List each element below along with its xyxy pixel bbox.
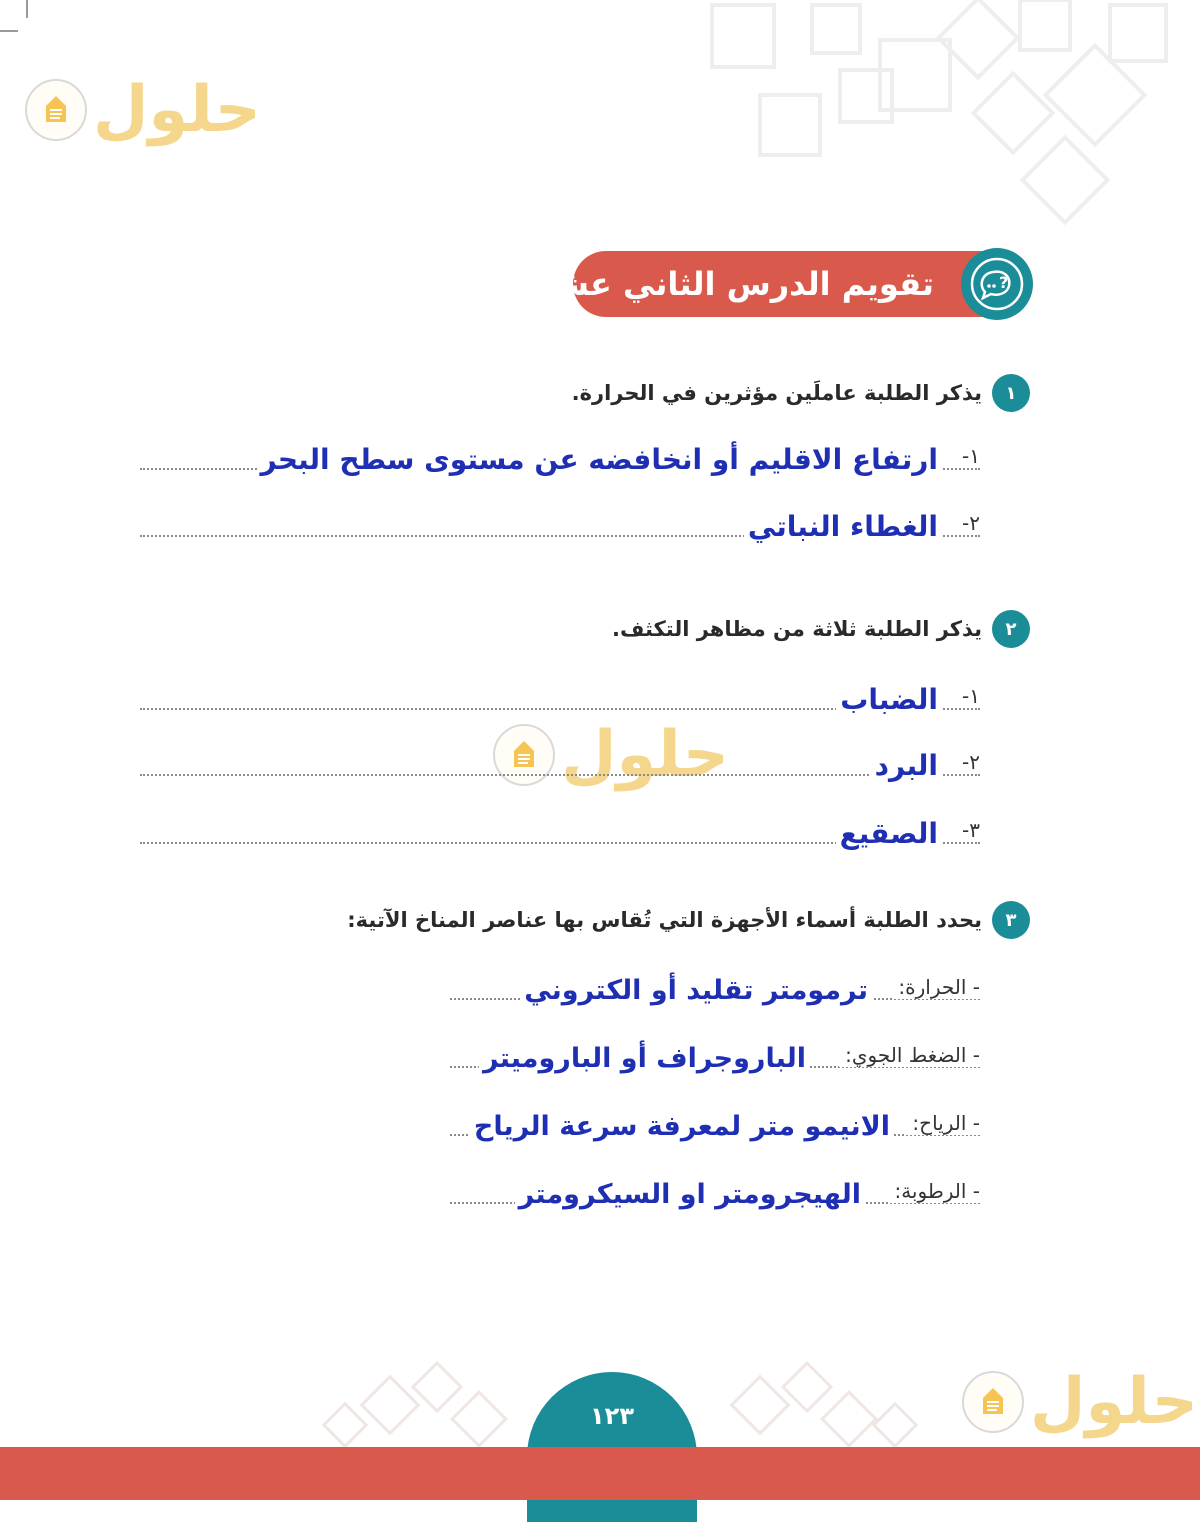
- crop-mark: [0, 30, 18, 32]
- question-2: [612, 609, 1030, 649]
- answer-line: [140, 802, 980, 854]
- lesson-title: تقويم الدرس الثاني عشر: [537, 265, 934, 303]
- answer-text: الضباب: [836, 683, 942, 716]
- element-label: - الضغط الجوي:: [839, 1043, 980, 1067]
- watermark-book-icon: [25, 79, 87, 141]
- svg-text:?: ?: [999, 273, 1009, 292]
- question-number-badge: ١: [992, 374, 1030, 412]
- watermark-text: حلول: [1030, 1365, 1198, 1439]
- question-prompt: يذكر الطلبة ثلاثة من مظاهر التكثف.: [611, 617, 982, 641]
- question-number-badge: ٣: [992, 901, 1030, 939]
- answer-text: ارتفاع الاقليم أو انخافضه عن مستوى سطح البحر: [257, 443, 943, 476]
- answer-number: ٢-: [962, 750, 980, 774]
- lesson-title-banner: [537, 251, 1030, 317]
- watermark-logo: [25, 70, 261, 150]
- instrument-line: [450, 1094, 980, 1146]
- footer-bar: [0, 1447, 1200, 1500]
- answer-number: ٣-: [962, 818, 980, 842]
- answer-line: [140, 495, 980, 547]
- question-bubble-icon: [961, 248, 1033, 320]
- question-prompt: يحدد الطلبة أسماء الأجهزة التي تُقاس بها عناصر المناخ الآتية:: [347, 908, 982, 932]
- instrument-answer: الهيجرومتر او السيكرومتر: [515, 1179, 865, 1210]
- answer-number: ١-: [962, 444, 980, 468]
- watermark-book-icon: [962, 1371, 1024, 1433]
- answer-text: البرد: [871, 749, 942, 782]
- instrument-answer: الباروجراف أو الباروميتر: [479, 1043, 810, 1074]
- question-prompt: يذكر الطلبة عاملَين مؤثرين في الحرارة.: [571, 381, 982, 405]
- instrument-line: [450, 958, 980, 1010]
- question-number-badge: ٢: [992, 610, 1030, 648]
- watermark-logo: [962, 1362, 1198, 1442]
- instrument-answer: الانيمو متر لمعرفة سرعة الرياح: [470, 1111, 894, 1142]
- question-3: [347, 900, 1030, 940]
- element-label: - الرياح:: [906, 1111, 980, 1135]
- instrument-line: [450, 1162, 980, 1214]
- page-number: ١٢٣: [590, 1402, 634, 1430]
- answer-number: ٢-: [962, 511, 980, 535]
- instrument-answer: ترمومتر تقليد أو الكتروني: [520, 975, 872, 1006]
- answer-text: الصقيع: [836, 817, 942, 850]
- watermark-text: حلول: [93, 73, 261, 147]
- answer-number: ١-: [962, 684, 980, 708]
- element-label: - الرطوبة:: [888, 1179, 980, 1203]
- instrument-line: [450, 1026, 980, 1078]
- answer-line: [140, 428, 980, 480]
- dotted-line: [140, 774, 980, 776]
- answer-line: [140, 734, 980, 786]
- answer-line: [140, 668, 980, 720]
- answer-text: الغطاء النباتي: [744, 510, 942, 543]
- question-1: [572, 373, 1030, 413]
- watermark-text: حلول: [561, 718, 729, 792]
- crop-mark: [26, 0, 28, 18]
- element-label: - الحرارة:: [892, 975, 980, 999]
